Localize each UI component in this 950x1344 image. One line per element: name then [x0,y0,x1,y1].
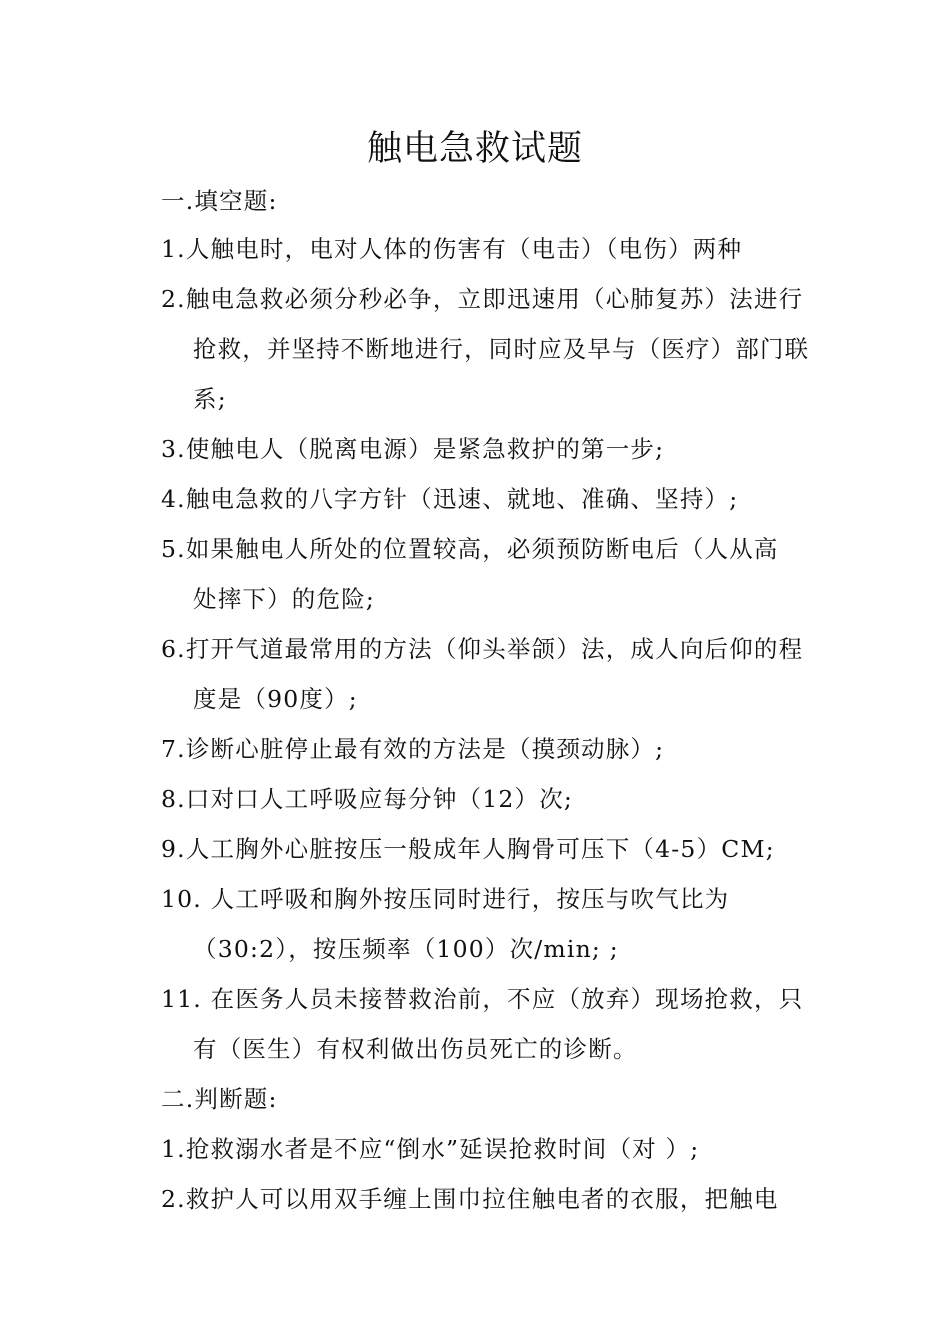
question-line: 6.打开气道最常用的方法（仰头举颌）法，成人向后仰的程 [161,635,804,663]
question-line: 11. 在医务人员未接替救治前，不应（放弃）现场抢救，只 [161,985,804,1013]
question-line: 4.触电急救的八字方针（迅速、就地、准确、坚持）; [161,485,739,513]
question-line: 9.人工胸外心脏按压一般成年人胸骨可压下（4-5）CM; [161,835,775,863]
section-heading-fill-in: 一.填空题: [161,187,278,215]
question-continuation-line: 系; [193,385,227,413]
question-continuation-line: 有（医生）有权利做出伤员死亡的诊断。 [193,1035,638,1063]
question-line: 8.口对口人工呼吸应每分钟（12）次; [161,785,574,813]
question-continuation-line: （30:2），按压频率（100）次/min; ; [193,935,619,963]
question-continuation-line: 处摔下）的危险; [193,585,376,613]
page-title: 触电急救试题 [366,129,583,169]
question-continuation-line: 度是（90度）; [193,685,358,713]
question-line: 7.诊断心脏停止最有效的方法是（摸颈动脉）; [161,735,665,763]
question-continuation-line: 抢救，并坚持不断地进行，同时应及早与（医疗）部门联 [193,335,810,363]
question-line: 5.如果触电人所处的位置较高，必须预防断电后（人从高 [161,535,779,563]
question-line: 3.使触电人（脱离电源）是紧急救护的第一步; [161,435,665,463]
question-line: 2.触电急救必须分秒必争，立即迅速用（心肺复苏）法进行 [161,285,804,313]
question-line: 2.救护人可以用双手缠上围巾拉住触电者的衣服，把触电 [161,1185,779,1213]
question-line: 1.人触电时，电对人体的伤害有（电击）（电伤）两种 [161,235,743,263]
section-heading-true-false: 二.判断题: [161,1085,278,1113]
question-line: 10. 人工呼吸和胸外按压同时进行，按压与吹气比为 [161,885,730,913]
question-line: 1.抢救溺水者是不应“倒水”延误抢救时间（对 ）; [161,1135,700,1163]
